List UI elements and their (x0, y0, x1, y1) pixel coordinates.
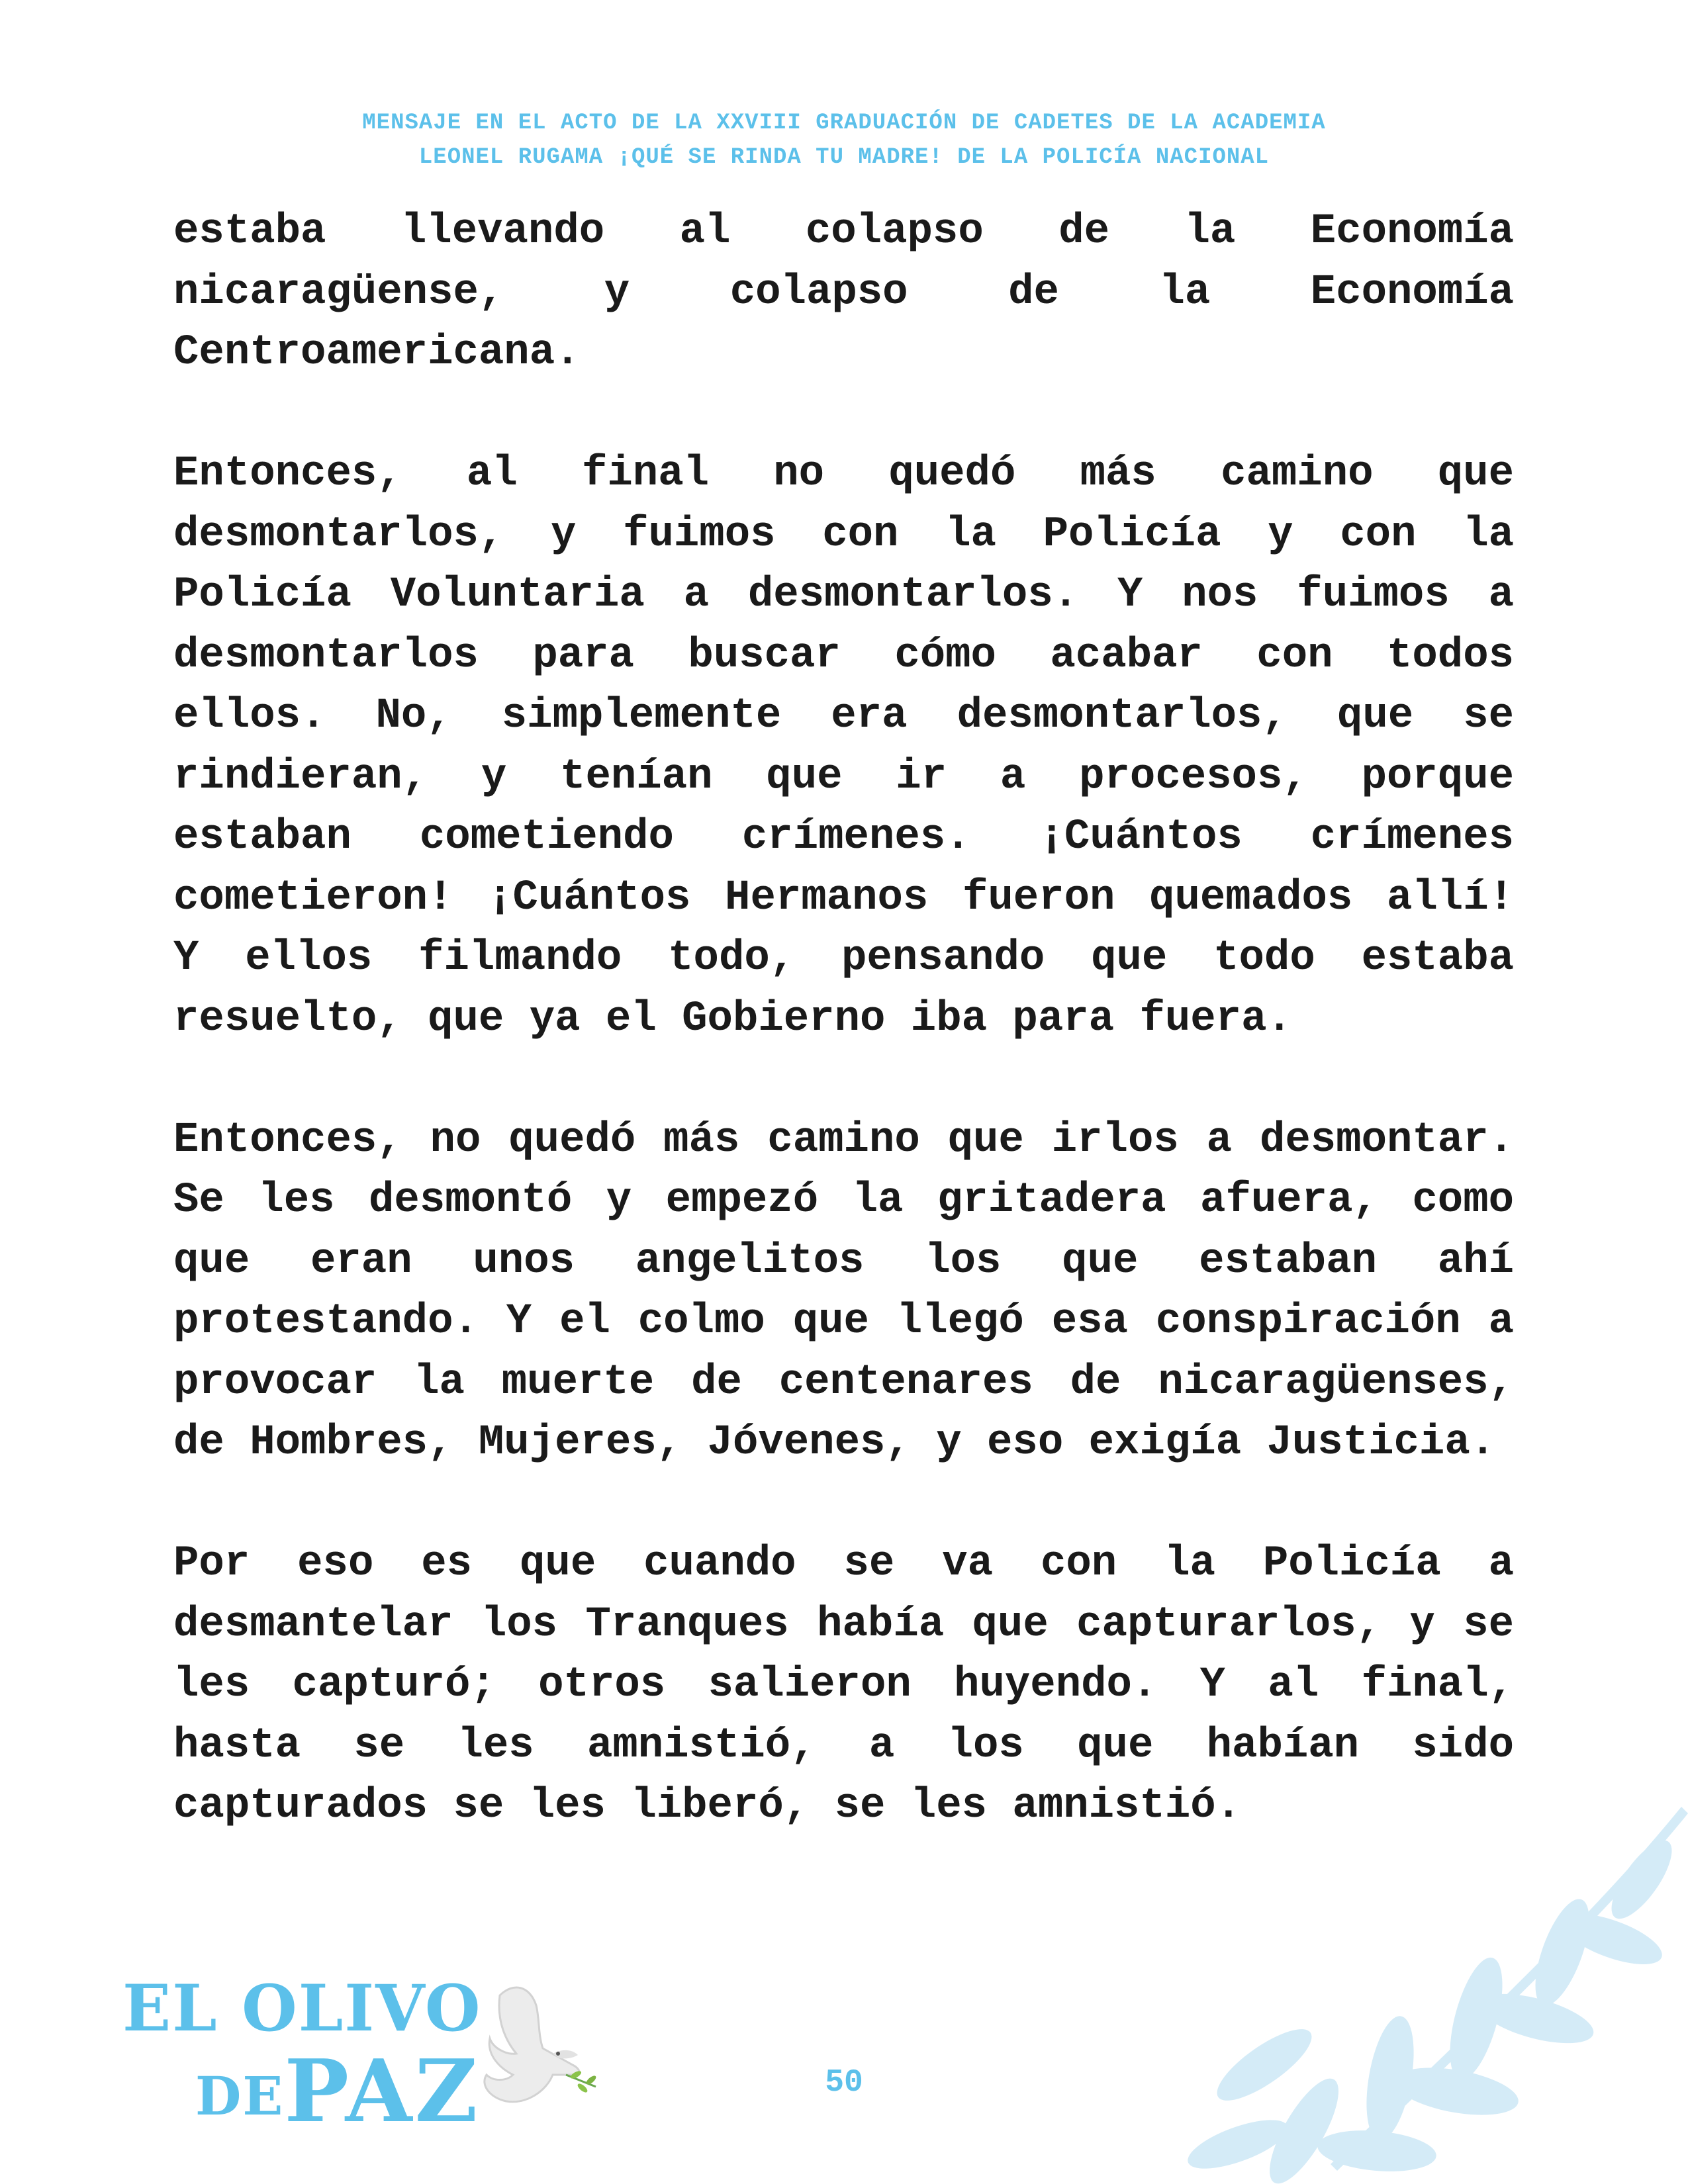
logo-de: DE (195, 2065, 285, 2127)
logo-paz: PAZ (284, 2040, 481, 2142)
page-number: 50 (825, 2065, 863, 2101)
olive-branch-icon (1178, 1800, 1688, 2184)
page-header (0, 106, 1688, 175)
paragraph-3: Entonces, no quedó más camino que irlos a desmontar. Se les desmontó y empezó la gritadera afuera, como que eran unos angelitos los que estaban ahí protestando. Y el colmo que llegó esa conspiración a provocar la muerte de centenares de nicaragüenses, de Hombres, Mujeres, Jóvenes, y eso exigía Justicia. (173, 1116, 1514, 1467)
paragraph-2: Entonces, al final no quedó más camino que desmontarlos, y fuimos con la Policía y con la Policía Voluntaria a desmontarlos. Y nos fuimos a desmontarlos para buscar cómo acabar con todos ellos. No, simplemente era desmontarlos, que se rindieran, y tenían que ir a procesos, porque estaban cometiendo crímenes. ¡Cuántos crímenes cometieron! ¡Cuántos Hermanos fueron quemados allí! Y ellos filmando todo, pensando que todo estaba resuelto, que ya el Gobierno iba para fuera. (173, 450, 1514, 1043)
paragraph-4: Por eso es que cuando se va con la Policía a desmantelar los Tranques había que capturarlos, y se les capturó; otros salieron huyendo. Y al final, hasta se les amnistió, a los que habían sido capturados se les liberó, se les amnistió. (173, 1540, 1514, 1830)
dove-icon (473, 1976, 599, 2115)
header-line-1: MENSAJE EN EL ACTO DE LA XXVIII GRADUACIÓN DE CADETES DE LA ACADEMIA (362, 111, 1326, 136)
document-body (173, 202, 1514, 1837)
header-line-2: LEONEL RUGAMA ¡QUÉ SE RINDA TU MADRE! DE LA POLICÍA NACIONAL (418, 145, 1270, 170)
logo-line-2 (195, 2040, 480, 2142)
logo-line-1: EL OLIVO (122, 1971, 482, 2046)
el-olivo-de-paz-logo (122, 1971, 599, 2142)
paragraph-1: estaba llevando al colapso de la Economía nicaragüense, y colapso de la Economía Centroamericana. (173, 208, 1514, 377)
